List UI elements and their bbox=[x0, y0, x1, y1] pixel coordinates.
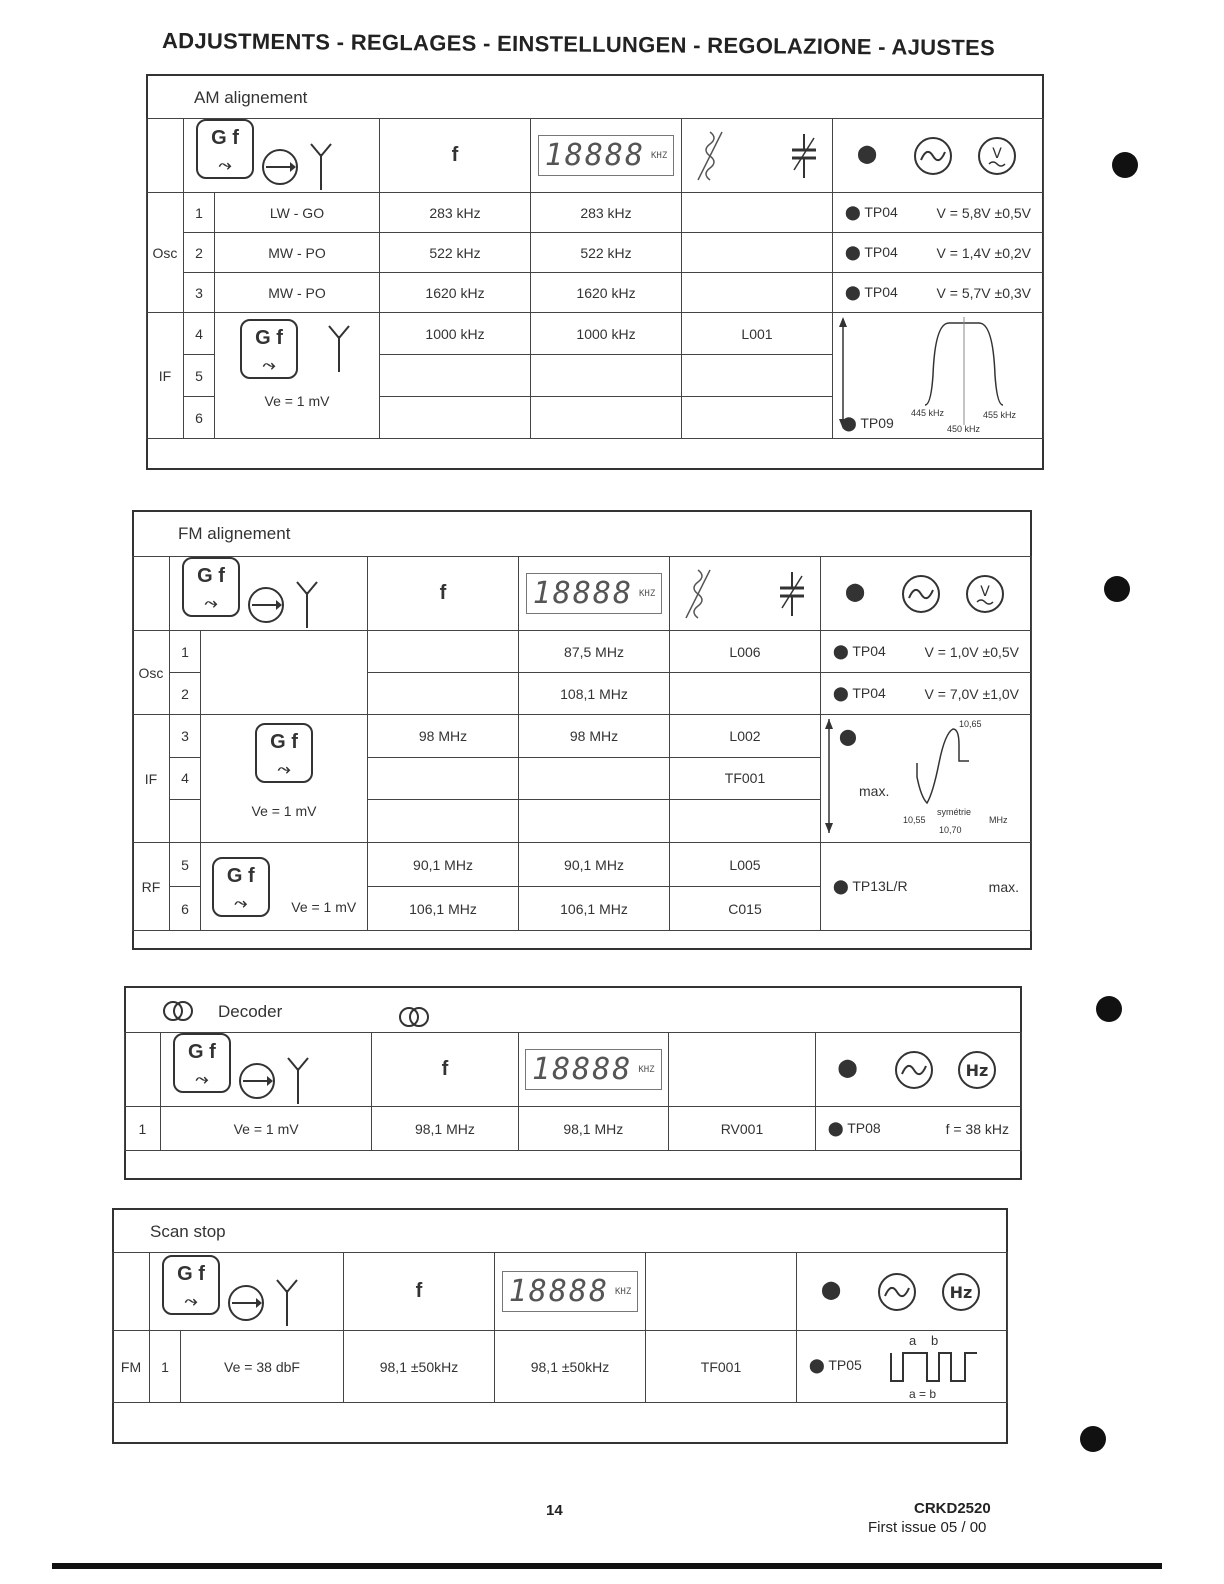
scan-edge bbox=[52, 1563, 1162, 1569]
generator-icon: G f ⤳ bbox=[162, 1255, 220, 1315]
probe-icon: ⬤ bbox=[839, 729, 857, 746]
probe-icon: ⬤ bbox=[827, 1120, 844, 1136]
generator-icon: G f ⤳ bbox=[196, 119, 254, 179]
signal-arrow-icon bbox=[258, 145, 302, 189]
table-row: FM 1 Ve = 38 dbF 98,1 ±50kHz 98,1 ±50kHz TF001 ⬤ TP05 a b a = b bbox=[113, 1331, 1008, 1403]
am-if-label: IF bbox=[147, 313, 184, 439]
frequency-display-icon: 18888 KHZ bbox=[525, 1049, 662, 1090]
fm-rf-label: RF bbox=[133, 843, 170, 931]
signal-arrow-icon bbox=[235, 1059, 279, 1103]
binder-hole bbox=[1080, 1426, 1106, 1452]
svg-text:V: V bbox=[992, 145, 1002, 162]
voltmeter-icon bbox=[975, 134, 1019, 178]
svg-text:V: V bbox=[980, 583, 990, 600]
oscilloscope-icon bbox=[892, 1048, 936, 1092]
oscilloscope-icon bbox=[911, 134, 955, 178]
trimmer-capacitor-icon bbox=[772, 564, 812, 624]
scan-header-row bbox=[113, 1253, 1008, 1331]
oscilloscope-icon bbox=[899, 572, 943, 616]
probe-icon: ⬤ bbox=[841, 415, 857, 431]
table-row: RF 5 G f ⤳ Ve = 1 mV 90,1 MHz 90,1 MHz L005 ⬤ TP13L/R max. bbox=[133, 843, 1032, 887]
table-row: 4 TF001 bbox=[133, 757, 1032, 800]
decoder-table bbox=[124, 1032, 1022, 1151]
am-if-curve: ⬤ TP09 445 kHz 455 kHz 450 kHz bbox=[833, 313, 1044, 439]
probe-icon: ⬤ bbox=[809, 1357, 825, 1373]
antenna-icon bbox=[324, 324, 354, 374]
frequency-display-icon: 18888 KHZ bbox=[538, 135, 675, 176]
stereo-icon bbox=[162, 1000, 194, 1022]
table-row: 6 106,1 MHz 106,1 MHz C015 bbox=[133, 887, 1032, 931]
frequency-display-icon: 18888 KHZ bbox=[526, 573, 663, 614]
fm-osc-label: Osc bbox=[133, 631, 170, 715]
fm-section-title: FM alignement bbox=[178, 524, 291, 543]
freq-header: f bbox=[344, 1253, 495, 1331]
oscilloscope-icon bbox=[875, 1270, 919, 1314]
probe-icon: ⬤ bbox=[821, 1279, 842, 1300]
scan-section bbox=[112, 1208, 1008, 1444]
decoder-section bbox=[124, 986, 1022, 1180]
am-section bbox=[146, 74, 1044, 470]
probe-icon: ⬤ bbox=[833, 643, 849, 659]
voltmeter-icon bbox=[963, 572, 1007, 616]
probe-icon: ⬤ bbox=[833, 685, 849, 701]
signal-arrow-icon bbox=[224, 1281, 268, 1325]
fm-if-curve: ⬤ max. 10,65 symétrie 10,55 MHz 10,70 bbox=[821, 715, 1032, 843]
probe-icon: ⬤ bbox=[837, 1057, 858, 1078]
signal-arrow-icon bbox=[244, 583, 288, 627]
frequency-display-icon: 18888 KHZ bbox=[502, 1271, 639, 1312]
table-row: IF 3 G f ⤳ Ve = 1 mV 98 MHz 98 MHz L002 ⬤ max. 10,65 symétrie 10,55 MHz 10,70 bbox=[133, 715, 1032, 758]
freq-header: f bbox=[368, 557, 519, 631]
table-row: 6 bbox=[147, 397, 1044, 439]
page-title: ADJUSTMENTS - REGLAGES - EINSTELLUNGEN - REGOLAZIONE - AJUSTES bbox=[161, 28, 996, 61]
antenna-icon bbox=[292, 580, 322, 630]
fm-table bbox=[132, 556, 1032, 931]
table-row: Osc 1 87,5 MHz L006 ⬤ TP04 V = 1,0V ±0,5V bbox=[133, 631, 1032, 673]
table-row: IF 4 G f ⤳ Ve = 1 mV 1000 kHz 1000 kHz L001 ⬤ TP09 445 kHz 455 kHz 450 kHz bbox=[147, 313, 1044, 355]
svg-text:Hz: Hz bbox=[966, 1060, 989, 1080]
am-osc-label: Osc bbox=[147, 193, 184, 313]
fm-header-row bbox=[133, 557, 1032, 631]
freq-header: f bbox=[372, 1033, 518, 1107]
freq-header: f bbox=[380, 119, 531, 193]
am-table bbox=[146, 118, 1044, 439]
probe-icon: ⬤ bbox=[833, 878, 849, 894]
generator-icon: G f ⤳ bbox=[182, 557, 240, 617]
decoder-header-row bbox=[125, 1033, 1022, 1107]
probe-icon: ⬤ bbox=[845, 581, 866, 602]
probe-icon: ⬤ bbox=[845, 244, 861, 260]
antenna-icon bbox=[272, 1278, 302, 1328]
generator-icon: G f ⤳ bbox=[240, 319, 298, 379]
table-row: 2 108,1 MHz ⬤ TP04 V = 7,0V ±1,0V bbox=[133, 673, 1032, 715]
square-wave-icon bbox=[889, 1349, 999, 1389]
probe-icon: ⬤ bbox=[857, 143, 878, 164]
generator-icon: G f ⤳ bbox=[212, 857, 270, 917]
generator-icon: G f ⤳ bbox=[173, 1033, 231, 1093]
model-number: CRKD2520 bbox=[914, 1500, 991, 1517]
fm-if-label: IF bbox=[133, 715, 170, 843]
antenna-icon bbox=[283, 1056, 313, 1106]
page-number: 14 bbox=[546, 1502, 563, 1519]
fm-section bbox=[132, 510, 1032, 950]
probe-icon: ⬤ bbox=[845, 284, 861, 300]
binder-hole bbox=[1112, 152, 1138, 178]
table-row: 3 MW - PO 1620 kHz 1620 kHz ⬤ TP04 V = 5,7V ±0,3V bbox=[147, 273, 1044, 313]
frequency-meter-icon bbox=[955, 1048, 999, 1092]
scan-table bbox=[112, 1252, 1008, 1403]
coil-adjust-icon bbox=[678, 564, 718, 624]
coil-adjust-icon bbox=[690, 126, 730, 186]
binder-hole bbox=[1104, 576, 1130, 602]
antenna-icon bbox=[306, 142, 336, 192]
issue-date: First issue 05 / 00 bbox=[868, 1519, 987, 1536]
am-section-title: AM alignement bbox=[194, 88, 308, 107]
table-row: 5 bbox=[147, 355, 1044, 397]
table-row: Osc 1 LW - GO 283 kHz 283 kHz ⬤ TP04 V = 5,8V ±0,5V bbox=[147, 193, 1044, 233]
scan-section-title: Scan stop bbox=[150, 1222, 226, 1241]
stereo-icon bbox=[398, 1006, 430, 1028]
decoder-section-title: Decoder bbox=[218, 1002, 283, 1021]
table-row: 2 MW - PO 522 kHz 522 kHz ⬤ TP04 V = 1,4V ±0,2V bbox=[147, 233, 1044, 273]
probe-icon: ⬤ bbox=[845, 204, 861, 220]
binder-hole bbox=[1096, 996, 1122, 1022]
frequency-meter-icon bbox=[939, 1270, 983, 1314]
am-header-row bbox=[147, 119, 1044, 193]
svg-text:Hz: Hz bbox=[949, 1282, 973, 1302]
generator-icon: G f ⤳ bbox=[255, 723, 313, 783]
table-row: 1 Ve = 1 mV 98,1 MHz 98,1 MHz RV001 ⬤ TP08 f = 38 kHz bbox=[125, 1107, 1022, 1151]
trimmer-capacitor-icon bbox=[784, 126, 824, 186]
